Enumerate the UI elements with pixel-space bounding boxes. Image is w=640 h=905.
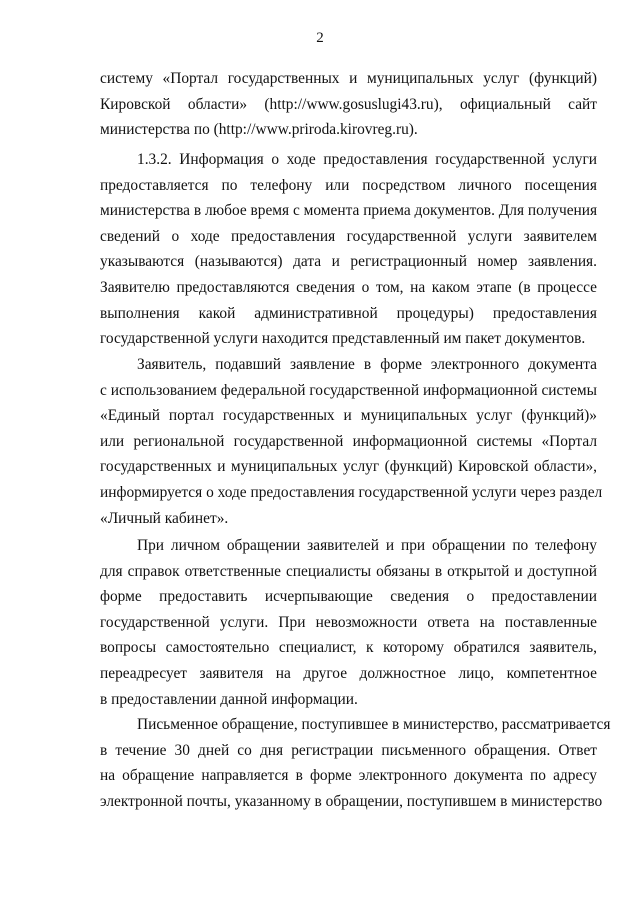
page-number: 2 bbox=[316, 30, 324, 46]
paragraph-personal-contact bbox=[100, 533, 597, 712]
text-line: на обращение направляется в форме электронного документа по адресу bbox=[100, 767, 597, 785]
paragraph-1-3-2 bbox=[100, 147, 597, 352]
text-line: информируется о ходе предоставления государственной услуги через раздел bbox=[100, 483, 603, 501]
text-line: в течение 30 дней со дня регистрации письменного обращения. Ответ bbox=[100, 741, 597, 759]
text-line: переадресует заявителя на другое должностное лицо, компетентное bbox=[100, 664, 597, 682]
text-line: выполнения какой административной процедуры) предоставления bbox=[100, 304, 597, 322]
text-line: При личном обращении заявителей и при обращении по телефону bbox=[137, 537, 597, 554]
text-line: предоставляется по телефону или посредством личного посещения bbox=[100, 176, 597, 194]
text-line: или региональной государственной информационной системы «Портал bbox=[100, 432, 597, 450]
text-line: с использованием федеральной государственной информационной системы bbox=[100, 381, 597, 399]
text-line: форме предоставить исчерпывающие сведения о предоставлении bbox=[100, 588, 597, 606]
text-line: «Единый портал государственных и муниципальных услуг (функций)» bbox=[100, 407, 597, 425]
text-line: государственной услуги. При невозможности ответа на поставленные bbox=[100, 613, 597, 631]
text-line: Кировской области» (http://www.gosuslugi43.ru), официальный сайт bbox=[100, 95, 597, 113]
text-line: для справок ответственные специалисты обязаны в открытой и доступной bbox=[100, 562, 597, 580]
text-line: сведений о ходе предоставления государственной услуги заявителем bbox=[100, 227, 597, 245]
text-line: министерства по (http://www.priroda.kirovreg.ru). bbox=[100, 121, 418, 139]
text-line: «Личный кабинет». bbox=[100, 509, 229, 527]
text-line: государственных и муниципальных услуг (функций) Кировской области», bbox=[100, 458, 597, 476]
paragraph-electronic-applicant bbox=[100, 352, 603, 531]
text-line: указываются (называются) дата и регистрационный номер заявления. bbox=[100, 253, 597, 271]
text-line: Письменное обращение, поступившее в министерство, рассматривается bbox=[137, 716, 611, 733]
text-line: Заявителю предоставляются сведения о том, на каком этапе (в процессе bbox=[100, 278, 597, 296]
text-line: министерства в любое время с момента приема документов. Для получения bbox=[100, 202, 598, 220]
text-line: в предоставлении данной информации. bbox=[100, 690, 358, 708]
paragraph-portal-info bbox=[100, 66, 597, 143]
text-line: вопросы самостоятельно специалист, к которому обратился заявитель, bbox=[100, 639, 597, 657]
paragraph-written-request bbox=[100, 712, 611, 814]
text-line: систему «Портал государственных и муниципальных услуг (функций) bbox=[100, 70, 597, 87]
text-line: электронной почты, указанному в обращении, поступившем в министерство bbox=[100, 792, 603, 810]
text-line: государственной услуги находится представленный им пакет документов. bbox=[100, 330, 586, 348]
text-line: 1.3.2. Информация о ходе предоставления государственной услуги bbox=[137, 151, 597, 168]
text-line: Заявитель, подавший заявление в форме электронного документа bbox=[137, 356, 597, 373]
